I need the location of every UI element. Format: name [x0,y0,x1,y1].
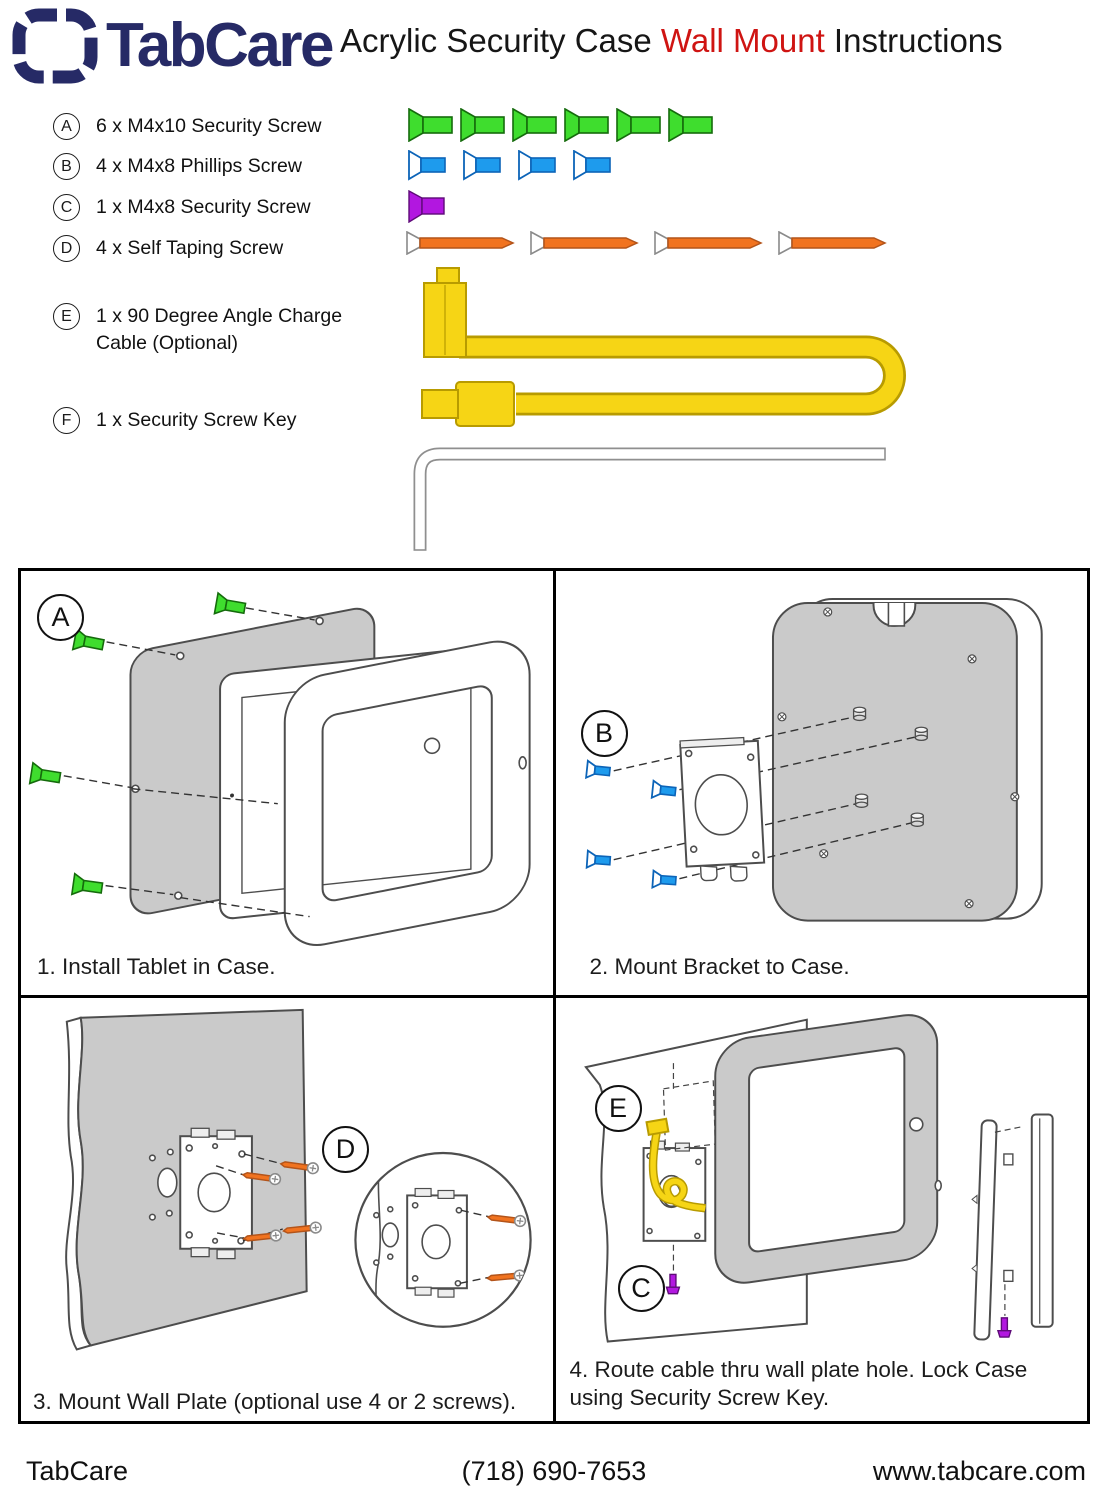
brand-wordmark: TabCare [106,11,332,80]
step-2-part-badge: B [581,710,628,757]
step-2-panel [556,571,1088,995]
part-art-c [408,190,447,223]
orange-self-taping-screw-icon [778,231,894,255]
part-label-b: B [53,153,80,180]
blue-phillips-screw-icon [463,150,504,181]
steps-grid [18,568,1090,1424]
step-4-panel [556,998,1088,1422]
purple-security-screw-icon [408,190,447,223]
step-4-part-badge-cable: E [595,1085,642,1132]
part-desc-d: 4 x Self Taping Screw [96,237,284,259]
part-desc-e: 1 x 90 Degree Angle Charge Cable (Optional) [96,305,343,354]
step-3-diagram [21,998,553,1422]
blue-phillips-screw-icon [573,150,614,181]
blue-phillips-screw-icon [408,150,449,181]
green-security-screw-icon [564,108,610,142]
page-title [340,22,1003,60]
part-desc-f: 1 x Security Screw Key [96,409,297,431]
orange-self-taping-screw-icon [530,231,646,255]
part-label-c: C [53,194,80,221]
part-label-a: A [53,113,80,140]
step-3-panel [21,998,553,1422]
part-art-d [406,231,894,255]
footer-brand: TabCare [26,1456,129,1486]
title-highlight: Wall Mount [660,22,825,59]
orange-self-taping-screw-icon [654,231,770,255]
part-art-e [404,266,909,436]
step-1-panel [21,571,553,995]
step-1-part-badge: A [37,594,84,641]
green-security-screw-icon [460,108,506,142]
yellow-angle-charge-cable-icon [404,266,909,436]
step-3-part-badge: D [322,1126,369,1173]
green-security-screw-icon [668,108,714,142]
footer-website: www.tabcare.com [872,1456,1086,1486]
part-art-a [408,108,714,142]
step-2-diagram [556,571,1088,995]
part-desc-a: 6 x M4x10 Security Screw [96,115,322,137]
part-label-f: F [53,407,80,434]
step-1-caption: 1. Install Tablet in Case. [37,954,276,979]
part-label-e: E [53,303,80,330]
step-3-caption: 3. Mount Wall Plate (optional use 4 or 2 screws). [33,1388,517,1414]
step-4-part-badge-screw: C [618,1265,665,1312]
step-2-caption: 2. Mount Bracket to Case. [589,954,850,979]
title-prefix: Acrylic Security Case [340,22,661,59]
green-security-screw-icon [512,108,558,142]
part-desc-c: 1 x M4x8 Security Screw [96,196,311,218]
part-art-b [408,150,614,181]
green-security-screw-icon [408,108,454,142]
step-1-diagram [21,571,553,995]
brand-logo [8,6,332,86]
step-4-caption: 4. Route cable thru wall plate hole. Lock Case using Security Screw Key. [569,1356,1028,1411]
tablet-bracket-icon [8,6,100,86]
orange-self-taping-screw-icon [406,231,522,255]
allen-key-icon [404,440,899,560]
green-security-screw-icon [616,108,662,142]
title-suffix: Instructions [824,22,1003,59]
footer-phone: (718) 690-7653 [461,1456,647,1486]
part-label-d: D [53,235,80,262]
part-art-f [404,440,899,560]
part-desc-b: 4 x M4x8 Phillips Screw [96,155,302,177]
blue-phillips-screw-icon [518,150,559,181]
